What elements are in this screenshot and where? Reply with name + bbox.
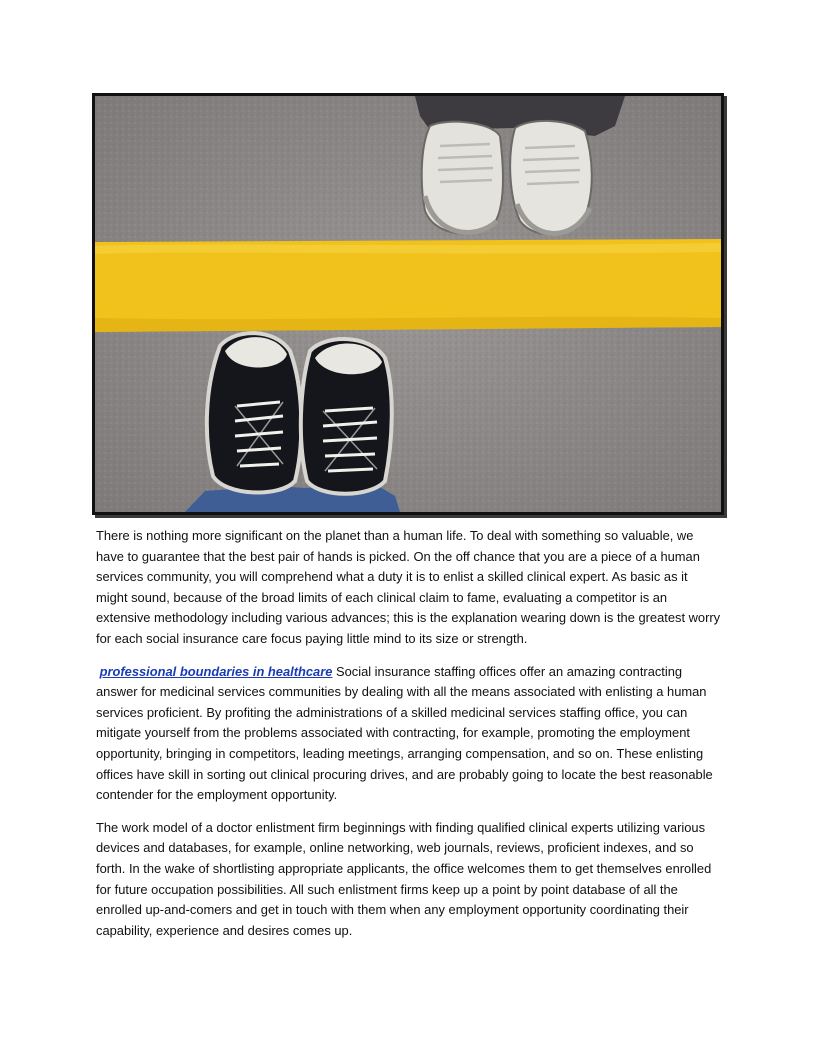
sneakers-at-line-photo [95,96,721,512]
paragraph-2-text: Social insurance staffing offices offer an amazing contracting answer for medicinal services communities by dealing with all the means associated with enlisting a human services proficient. By profiting the administrations of a skilled medicinal services staffing office, you can mitigate yourself from the problems associated with contracting, for example, promoting the employment opportunity, bringing in competitors, leading meetings, arranging compensation, and so on. These enlisting offices have skill in sorting out clinical procuring drives, and are probably going to locate the best reasonable contender for the employment opportunity. [96,663,713,803]
professional-boundaries-link[interactable]: professional boundaries in healthcare [99,663,333,679]
black-sneaker-left [207,333,302,492]
white-sneaker-right [510,121,592,235]
article-photo [92,93,724,515]
paragraph-2 [96,662,722,806]
article-body [96,526,722,953]
paragraph-1: There is nothing more significant on the planet than a human life. To deal with something so valuable, we have to guarantee that the best pair of hands is picked. On the off chance that you are a piece of a human services community, you will comprehend what a duty it is to enlist a skilled clinical expert. As basic as it might sound, because of the broad limits of each clinical claim to fame, evaluating a competitor is an extensive methodology including various advances; this is the explanation wearing down is the greatest worry for each social insurance care focus paying little mind to its size or strength. [96,528,721,646]
white-sneaker-left [422,122,503,234]
black-sneaker-right [301,339,392,494]
paragraph-3: The work model of a doctor enlistment firm beginnings with finding qualified clinical experts utilizing various devices and databases, for example, online networking, web journals, reviews, proficient indexes, and so forth. In the wake of shortlisting appropriate applicants, the office welcomes them to get themselves enrolled for future occupation possibilities. All such enlistment firms keep up a point by point database of all the enrolled up-and-comers and get in touch with them when any employment opportunity coordinating their capability, experience and desires comes up. [96,819,712,938]
